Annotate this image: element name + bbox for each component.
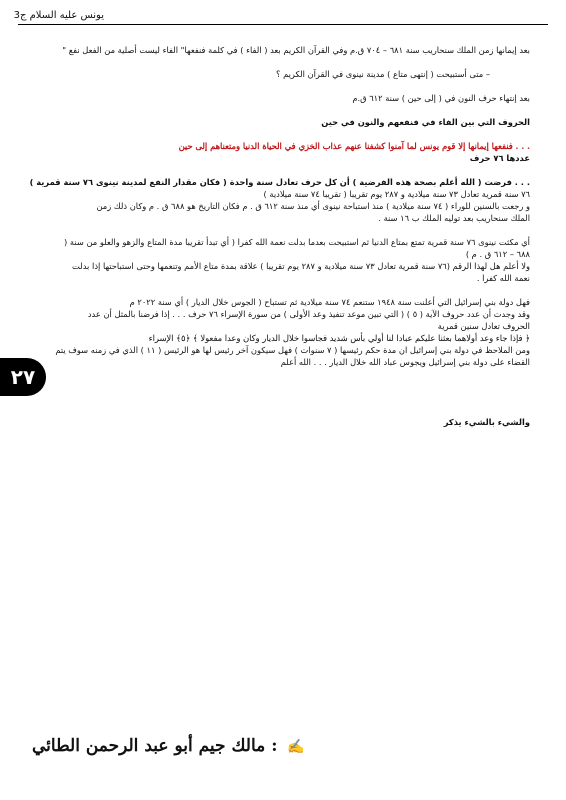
body-line: – متى أستبيحت ( إنتهى متاع ) مدينة نينوى في القرآن الكريم ؟ — [276, 69, 490, 79]
document-body — [30, 44, 530, 428]
body-line: بعد إنتهاء حرف النون في ( إلى حين ) سنة ٦١٢ ق.م — [352, 93, 530, 103]
body-line — [30, 56, 530, 68]
body-line: فهل دولة بني إسرائيل التي أعلنت سنة ١٩٤٨ ستنعم ٧٤ سنة ميلادية ثم تستباح ( الجوس خلال الديار ) أي سنة ٢٠٢٢ م — [129, 297, 530, 307]
quran-verse: ﴿ فإذا جاء وعد أولاهما بعثنا عليكم عبادا لنا أولي بأس شديد فجاسوا خلال الديار وكان وعدا مفعولا ﴾ ﴿٥﴾ الإسراء — [148, 333, 530, 343]
author-signature: ✍ : مالك جيم أبو عبد الرحمن الطائي — [32, 736, 305, 756]
body-line: أي مكثت نينوى ٧٦ سنة قمرية تمتع بمتاع الدنيا ثم استبيحت بعدما بدلت نعمة الله كفرا ( أي تبدأ تقريبا مدة المتاع والزهو والعلو من سنة ( — [64, 237, 530, 247]
body-line: وقد وجدت أن عدد حروف الآية ( ٥ ) ( التي تبين موعد تنفيذ وعد الأولى ) من سورة الإسراء ٧٦ حرف . . . إذا فرضنا بالمثل أن عدد — [87, 309, 530, 319]
pen-icon: ✍ — [287, 739, 305, 755]
header-title: يونس عليه السلام ج3 — [13, 10, 104, 21]
body-line: عددها ٧٦ حرف — [469, 153, 530, 163]
body-line — [30, 224, 530, 236]
body-line — [30, 392, 530, 404]
body-line — [30, 380, 530, 392]
body-line: الحروف تعادل سنين قمرية — [437, 321, 530, 331]
header-rule — [18, 24, 548, 25]
section-heading: الحروف التي بين الفاء في فنفعهم والنون في حين — [321, 117, 530, 127]
page-number-badge: ٢٧ — [0, 358, 46, 396]
page-header — [0, 6, 566, 26]
body-line: . . . فرضت ( الله أعلم بصحة هذه الفرضية ) أن كل حرف تعادل سنة واحدة ( فكان مقدار النفع لمدينة نينوى ٧٦ سنة قمرية ) — [30, 177, 530, 187]
body-line — [30, 164, 530, 176]
body-line: بعد إيمانها زمن الملك سنحاريب سنة ٦٨١ – ٧٠٤ ق.م وفي القرآن الكريم بعد ( الفاء ) في كلمة فنفعها" الفاء ليست أصلية من الفعل نفع " — [62, 45, 530, 55]
body-line: الملك سنحاريب بعد توليه الملك ب ١٦ سنة . — [378, 213, 530, 223]
body-line — [30, 104, 530, 116]
body-line: ٧٦ سنة قمرية تعادل ٧٣ سنة ميلادية و ٢٨٧ يوم تقريبا ( تقريبا ٧٤ سنة ميلادية ) — [263, 189, 530, 199]
body-line: القضاء على دولة بني إسرائيل ويجوس عباد الله خلال الديار . . . الله أعلم — [280, 357, 530, 367]
body-line: نعمة الله كفرا . — [476, 273, 530, 283]
author-name: مالك جيم أبو عبد الرحمن الطائي — [32, 736, 266, 756]
body-line: ٦٨٨ – ٦١٢ ق . م ) — [465, 249, 530, 259]
body-line — [30, 368, 530, 380]
body-line — [30, 404, 530, 416]
body-line: ولا أعلم هل لهذا الرقم (٧٦ سنة قمرية تعادل ٧٣ سنة ميلادية و ٢٨٧ يوم تقريبا ) علاقة بمدة متاع الأمم وتنعمها وحتى استباحتها إذا بدلت — [72, 261, 530, 271]
body-line — [30, 284, 530, 296]
body-line — [30, 80, 530, 92]
body-line: ومن الملاحظ في دولة بني إسرائيل ان مدة حكم رئيسها ( ٧ سنوات ) فهل سيكون آخر رئيس لها هو الرئيس ( ١١ ) الذي في زمنه سوف يتم — [55, 345, 530, 355]
closing-phrase: والشيء بالشيء يذكر — [443, 417, 530, 427]
quran-verse: . . . فنفعها إيمانها إلا قوم يونس لما آمنوا كشفنا عنهم عذاب الخزي في الحياة الدنيا ومتعناهم إلى حين — [178, 141, 530, 151]
body-line — [30, 128, 530, 140]
body-line: و رجعت بالسنين للوراء ( ٧٤ سنة ميلادية ) منذ استباحة نينوى أي منذ سنة ٦١٢ ق . م فكان التاريخ هو ٦٨٨ ق . م وكان ذلك زمن — [96, 201, 530, 211]
